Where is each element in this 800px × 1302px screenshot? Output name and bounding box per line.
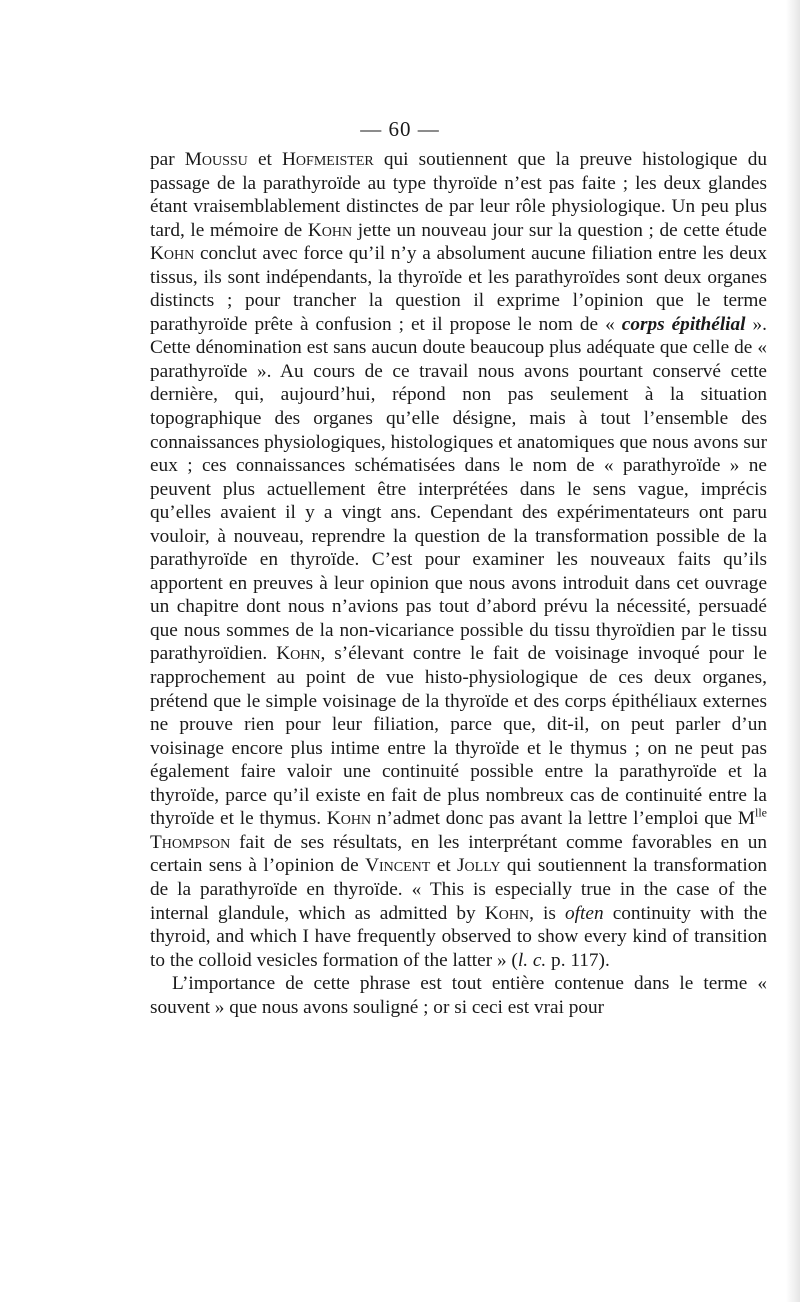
- text-run: , s’élevant contre le fait de voisinage invoqué pour le rapprochement au point de vue histo-physiologique de ces deux organes, prétend que le simple voisinage de la thyroïde et des corps épithéliaux externes ne prouve rien pour leur filiation, parce que, dit-il, on peut parler d’un voisinage encore plus intime entre la thyroïde et le thymus ; on ne peut pas également faire valoir une continuité possible entre la parathyroïde et la thyroïde, parce qu’il existe en fait de plus nombreux cas de continuité entre la thyroïde et le thymus.: [150, 643, 767, 830]
- text-run: fait de ses résultats, en les interprétant comme favorables en un certain sens à l’opinion de: [150, 831, 767, 877]
- text-run: conclut avec force qu’il n’y a absolument aucune filiation entre les deux tissus, ils sont indépendants, la thyroïde et les parathyroïdes sont deux organes distincts ; pour trancher la question il exprime l’opinion que le terme parathyroïde prête à confusion ; et il propose le nom de «: [150, 243, 767, 335]
- paragraph-2: L’importance de cette phrase est tout entière contenue dans le terme « souvent » que nous avons souligné ; or si ceci est vrai pour: [150, 973, 767, 1018]
- emphasis-term: corps épithélial: [621, 313, 746, 335]
- author-name: Kohn: [326, 808, 372, 830]
- text-run: ». Cette dénomination est sans aucun doute beaucoup plus adéquate que celle de « parathyroïde ». Au cours de ce travail nous avons pourtant conservé cette dernière, qui, aujourd’hui, répond non pas seulement à la situation topographique des organes qu’elle désigne, mais à tout l’ensemble des connaissances physiologiques, histologiques et anatomiques que nous avons sur eux ; ces connaissances schématisées dans le nom de « parathyroïde » ne peuvent plus actuellement être interprétées dans le sens vague, imprécis qu’elles avaient il y a vingt ans. Cependant des expérimentateurs ont paru vouloir, à nouveau, reprendre la question de la transformation possible de la parathyroïde en thyroïde. C’est pour examiner les nouveaux faits qu’ils apportent en preuves à leur opinion que nous avons introduit dans cet ouvrage un chapitre dont nous n’avions pas tout d’abord prévu la nécessité, persuadé que nous sommes de la non-vicariance possible du tissu thyroïdien par le tissu parathyroïdien.: [150, 313, 768, 665]
- author-name: Moussu: [184, 149, 248, 170]
- page-edge-shadow: [786, 0, 800, 1302]
- author-name: Hofmeister: [282, 149, 374, 170]
- text-run: p. 117).: [546, 949, 610, 971]
- author-name: Thompson: [150, 831, 231, 853]
- author-name: Jolly: [457, 855, 501, 877]
- text-run: qui soutiennent que la preuve histologique du passage de la parathyroïde au type thyroïde n’est pas faite ; les deux glandes étant vraisemblablement distinctes de par leur rôle physiologique. Un peu plus tard, le mémoire de: [150, 149, 767, 241]
- text-run: , is: [529, 902, 566, 924]
- author-name: Kohn: [150, 243, 195, 265]
- text-run: n’admet donc pas avant la lettre l’emploi que M: [371, 808, 755, 830]
- author-name: Kohn: [307, 219, 353, 241]
- text-run: et: [247, 149, 282, 170]
- text-run: et: [430, 855, 458, 877]
- author-name: Kohn: [484, 902, 530, 924]
- page-body: [150, 148, 767, 1019]
- emphasis-term: often: [565, 902, 604, 924]
- author-name: Kohn: [276, 643, 321, 665]
- text-run: par: [150, 149, 185, 170]
- page-number: — 60 —: [360, 117, 440, 141]
- superscript-title: lle: [755, 805, 767, 820]
- author-name: Vincent: [365, 855, 431, 877]
- paragraph-1: [150, 148, 767, 972]
- text-run: continuity with the thyroid, and which I have frequently observed to show every kind of transition to the colloid vesicles formation of the latter » (: [150, 902, 768, 971]
- citation-abbrev: l. c.: [517, 949, 547, 971]
- text-run: jette un nouveau jour sur la question ; de cette étude: [352, 219, 767, 241]
- text-run: qui soutiennent la transformation de la parathyroïde en thyroïde. « This is especially true in the case of the internal glandule, which as admitted by: [150, 855, 767, 924]
